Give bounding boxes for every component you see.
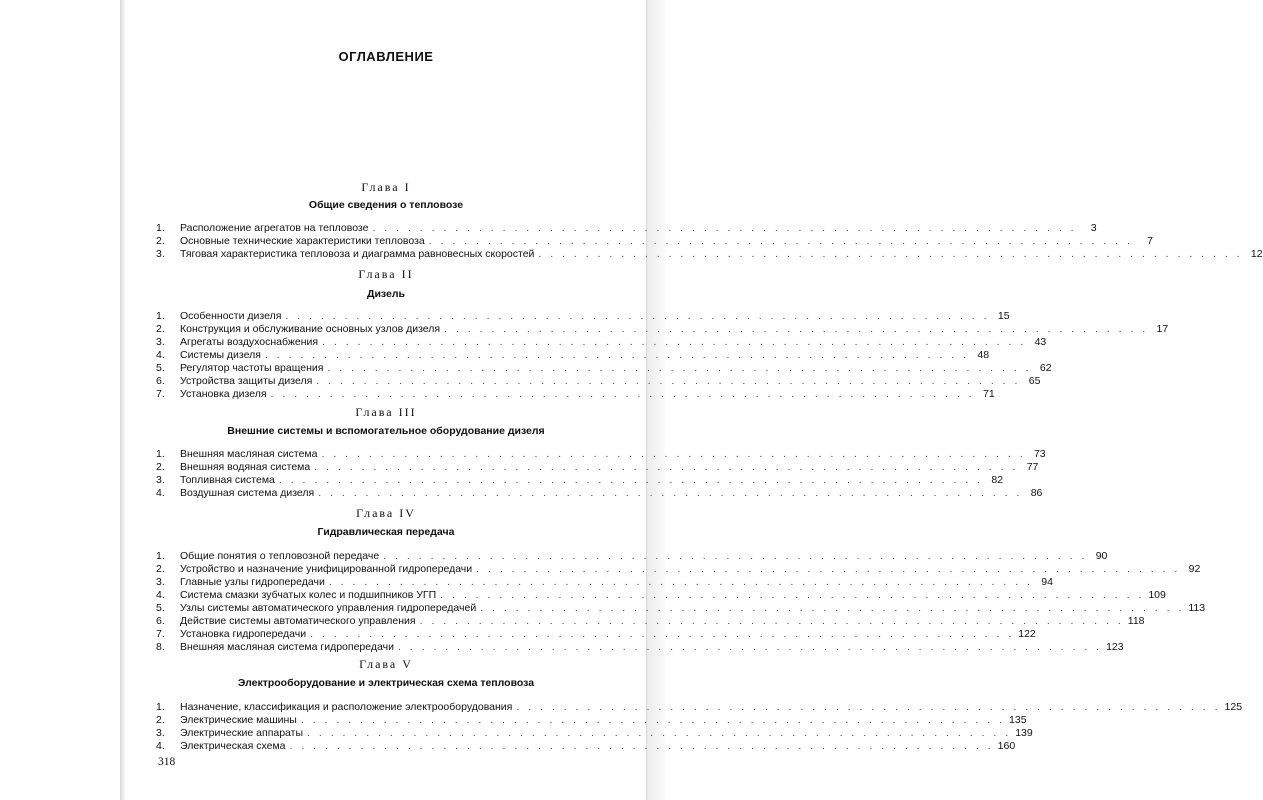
- entry-number: 1.: [156, 550, 165, 562]
- entry-page: 3: [1090, 222, 1097, 234]
- chapter-title: Внешние системы и вспомогательное оборудование дизеля: [227, 425, 545, 437]
- dot-leader: . . . . . . . . . . . . . . . . . . . . . . . . . . . . . . . . . . . . . . . . . . . . . . . . . . . . . . . . . . . .: [310, 628, 1015, 640]
- chapter-label: Глава III: [355, 405, 417, 419]
- entry-number: 3.: [156, 248, 165, 260]
- toc-entry[interactable]: [156, 563, 1201, 576]
- entry-number: 6.: [156, 375, 165, 387]
- entry-number: 4.: [156, 487, 165, 499]
- entry-title: Устройства защиты дизеля: [180, 375, 313, 387]
- dot-leader: . . . . . . . . . . . . . . . . . . . . . . . . . . . . . . . . . . . . . . . . . . . . . . . . . . . . . . . . . . . .: [480, 602, 1185, 614]
- toc-entry[interactable]: [156, 375, 1041, 388]
- toc-entry[interactable]: [156, 461, 1039, 474]
- entry-page: 113: [1188, 602, 1206, 614]
- page-title: ОГЛАВЛЕНИЕ: [338, 49, 434, 64]
- toc-entry[interactable]: [156, 323, 1169, 336]
- dot-leader: . . . . . . . . . . . . . . . . . . . . . . . . . . . . . . . . . . . . . . . . . . . . . . . . . . . . . . . . . . . .: [316, 375, 1021, 387]
- dot-leader: . . . . . . . . . . . . . . . . . . . . . . . . . . . . . . . . . . . . . . . . . . . . . . . . . . . . . . . . . . . .: [314, 461, 1019, 473]
- entry-title: Установка дизеля: [180, 388, 267, 400]
- toc-entry[interactable]: [156, 576, 1053, 589]
- chapter-title: Общие сведения о тепловозе: [308, 199, 464, 211]
- dot-leader: . . . . . . . . . . . . . . . . . . . . . . . . . . . . . . . . . . . . . . . . . . . . . . . . . . . . . . . . . . . .: [270, 388, 975, 400]
- toc-entry[interactable]: [156, 388, 995, 401]
- toc-entry[interactable]: [156, 628, 1036, 641]
- entry-page: 15: [997, 310, 1010, 322]
- entry-title: Система смазки зубчатых колес и подшипников УГП: [180, 589, 437, 601]
- entry-page: 43: [1034, 336, 1047, 348]
- entry-number: 2.: [156, 323, 165, 335]
- entry-title: Главные узлы гидропередачи: [180, 576, 325, 588]
- entry-page: 135: [1009, 714, 1027, 726]
- entry-title: Расположение агрегатов на тепловозе: [180, 222, 369, 234]
- entry-title: Электрические машины: [180, 714, 297, 726]
- dot-leader: . . . . . . . . . . . . . . . . . . . . . . . . . . . . . . . . . . . . . . . . . . . . . . . . . . . . . . . . . . . .: [516, 701, 1221, 713]
- entry-title: Регулятор частоты вращения: [180, 362, 324, 374]
- entry-title: Тяговая характеристика тепловоза и диаграмма равновесных скоростей: [180, 248, 535, 260]
- chapter-label: Глава V: [359, 657, 413, 671]
- entry-number: 4.: [156, 589, 165, 601]
- entry-number: 5.: [156, 602, 165, 614]
- entry-title: Действие системы автоматического управления: [180, 615, 416, 627]
- entry-page: 90: [1095, 550, 1108, 562]
- entry-page: 7: [1147, 235, 1153, 247]
- toc-entry[interactable]: [156, 602, 1206, 615]
- dot-leader: . . . . . . . . . . . . . . . . . . . . . . . . . . . . . . . . . . . . . . . . . . . . . . . . . . . . . . . . . . . .: [318, 487, 1023, 499]
- toc-entry[interactable]: [156, 235, 1153, 248]
- toc-entry[interactable]: [156, 487, 1043, 500]
- entry-number: 3.: [156, 336, 165, 348]
- chapter-label: Глава IV: [356, 506, 416, 520]
- entry-title: Особенности дизеля: [180, 310, 282, 322]
- entry-number: 1.: [156, 448, 165, 460]
- toc-entry[interactable]: [156, 589, 1166, 602]
- entry-title: Основные технические характеристики тепловоза: [180, 235, 425, 247]
- entry-page: 77: [1026, 461, 1039, 473]
- dot-leader: . . . . . . . . . . . . . . . . . . . . . . . . . . . . . . . . . . . . . . . . . . . . . . . . . . . . . . . . . . . .: [289, 740, 994, 752]
- entry-page: 160: [997, 740, 1016, 752]
- entry-page: 17: [1156, 323, 1169, 335]
- entry-number: 4.: [156, 349, 165, 361]
- dot-leader: . . . . . . . . . . . . . . . . . . . . . . . . . . . . . . . . . . . . . . . . . . . . . . . . . . . . . . . . . . . .: [321, 448, 1026, 460]
- entry-title: Электрические аппараты: [180, 727, 304, 739]
- entry-number: 8.: [156, 641, 165, 653]
- entry-number: 6.: [156, 615, 165, 627]
- dot-leader: . . . . . . . . . . . . . . . . . . . . . . . . . . . . . . . . . . . . . . . . . . . . . . . . . . . . . . . . . . . .: [278, 474, 984, 486]
- dot-leader: . . . . . . . . . . . . . . . . . . . . . . . . . . . . . . . . . . . . . . . . . . . . . . . . . . . . . . . . . . . .: [307, 727, 1012, 739]
- entry-title: Конструкция и обслуживание основных узлов дизеля: [180, 323, 441, 335]
- toc-entry[interactable]: [156, 222, 1097, 235]
- entry-number: 3.: [156, 576, 165, 588]
- dot-leader: . . . . . . . . . . . . . . . . . . . . . . . . . . . . . . . . . . . . . . . . . . . . . . . . . . . . . . . . . . . .: [397, 641, 1103, 653]
- toc-entry[interactable]: [156, 310, 1010, 323]
- entry-page: 48: [977, 349, 990, 361]
- dot-leader: . . . . . . . . . . . . . . . . . . . . . . . . . . . . . . . . . . . . . . . . . . . . . . . . . . . . . . . . . . . .: [538, 248, 1243, 260]
- entry-page: 125: [1224, 701, 1243, 713]
- entry-page: 94: [1041, 576, 1053, 588]
- entry-title: Топливная система: [180, 474, 275, 486]
- entry-title: Внешняя масляная система гидропередачи: [180, 641, 394, 653]
- entry-number: 3.: [156, 474, 165, 486]
- toc-entry[interactable]: [156, 349, 990, 362]
- entry-page: 62: [1039, 362, 1052, 374]
- entry-number: 2.: [156, 714, 165, 726]
- chapter-label: Глава I: [361, 180, 411, 194]
- entry-title: Внешняя водяная система: [180, 461, 311, 473]
- toc-entry[interactable]: [156, 641, 1124, 654]
- entry-title: Устройство и назначение унифицированной гидропередачи: [180, 563, 473, 575]
- dot-leader: . . . . . . . . . . . . . . . . . . . . . . . . . . . . . . . . . . . . . . . . . . . . . . . . . . . . . . . . . . . .: [440, 589, 1145, 601]
- entry-number: 5.: [156, 362, 165, 374]
- entry-page: 122: [1018, 628, 1036, 640]
- dot-leader: . . . . . . . . . . . . . . . . . . . . . . . . . . . . . . . . . . . . . . . . . . . . . . . . . . . . . . . . . . . .: [372, 222, 1077, 234]
- entry-title: Электрическая схема: [180, 740, 286, 752]
- toc-entry[interactable]: [156, 336, 1047, 349]
- entry-title: Назначение, классификация и расположение электрооборудования: [180, 701, 513, 713]
- entry-number: 1.: [156, 310, 165, 322]
- entry-title: Системы дизеля: [180, 349, 261, 361]
- chapter-title: Дизель: [367, 288, 405, 300]
- entry-title: Агрегаты воздухоснабжения: [180, 336, 319, 348]
- entry-number: 1.: [156, 222, 165, 234]
- dot-leader: . . . . . . . . . . . . . . . . . . . . . . . . . . . . . . . . . . . . . . . . . . . . . . . . . . . . . . . . . . . .: [285, 310, 990, 322]
- toc-entry[interactable]: [156, 701, 1243, 714]
- entry-page: 92: [1188, 563, 1201, 575]
- entry-page: 118: [1127, 615, 1145, 627]
- toc-entry[interactable]: [156, 248, 1263, 261]
- toc-entry[interactable]: [156, 448, 1046, 461]
- dot-leader: . . . . . . . . . . . . . . . . . . . . . . . . . . . . . . . . . . . . . . . . . . . . . . . . . . . . . . . . . . . .: [264, 349, 970, 361]
- entry-number: 2.: [156, 461, 165, 473]
- dot-leader: . . . . . . . . . . . . . . . . . . . . . . . . . . . . . . . . . . . . . . . . . . . . . . . . . . . . . . . . . . . .: [327, 362, 1032, 374]
- dot-leader: . . . . . . . . . . . . . . . . . . . . . . . . . . . . . . . . . . . . . . . . . . . . . . . . . . . . . . . . . . . .: [328, 576, 1033, 588]
- dot-leader: . . . . . . . . . . . . . . . . . . . . . . . . . . . . . . . . . . . . . . . . . . . . . . . . . . . . . . . . . . . .: [476, 563, 1181, 575]
- toc-entry[interactable]: [156, 727, 1033, 740]
- entry-page: 71: [983, 388, 995, 400]
- entry-page: 86: [1030, 487, 1043, 499]
- toc-entry[interactable]: [156, 474, 1004, 487]
- entry-number: 7.: [156, 388, 165, 400]
- toc-entry[interactable]: [156, 740, 1016, 753]
- dot-leader: . . . . . . . . . . . . . . . . . . . . . . . . . . . . . . . . . . . . . . . . . . . . . . . . . . . . . . . . . . . .: [300, 714, 1006, 726]
- entry-number: 2.: [156, 563, 165, 575]
- entry-title: Узлы системы автоматического управления гидропередачей: [180, 602, 477, 614]
- entry-number: 3.: [156, 727, 165, 739]
- toc-entry[interactable]: [156, 550, 1108, 563]
- dot-leader: . . . . . . . . . . . . . . . . . . . . . . . . . . . . . . . . . . . . . . . . . . . . . . . . . . . . . . . . . . . .: [383, 550, 1088, 562]
- entry-page: 123: [1106, 641, 1124, 653]
- entry-page: 109: [1148, 589, 1166, 601]
- entry-title: Общие понятия о тепловозной передаче: [180, 550, 380, 562]
- toc-entry[interactable]: [156, 714, 1027, 727]
- entry-number: 4.: [156, 740, 165, 752]
- entry-title: Внешняя масляная система: [180, 448, 318, 460]
- entry-title: Установка гидропередачи: [180, 628, 307, 640]
- entry-page: 73: [1033, 448, 1046, 460]
- chapter-title: Электрооборудование и электрическая схема тепловоза: [237, 677, 535, 689]
- book-page: [126, 0, 1263, 800]
- dot-leader: . . . . . . . . . . . . . . . . . . . . . . . . . . . . . . . . . . . . . . . . . . . . . . . . . . . . . . . . . . . .: [419, 615, 1124, 627]
- dot-leader: . . . . . . . . . . . . . . . . . . . . . . . . . . . . . . . . . . . . . . . . . . . . . . . . . . . . . . . . . . . .: [322, 336, 1027, 348]
- entry-title: Воздушная система дизеля: [180, 487, 315, 499]
- dot-leader: . . . . . . . . . . . . . . . . . . . . . . . . . . . . . . . . . . . . . . . . . . . . . . . . . . . . . . . . . . . .: [428, 235, 1133, 247]
- toc-entry[interactable]: [156, 362, 1052, 375]
- toc-entry[interactable]: [156, 615, 1145, 628]
- entry-page: 139: [1015, 727, 1033, 739]
- entry-page: 82: [991, 474, 1004, 486]
- dot-leader: . . . . . . . . . . . . . . . . . . . . . . . . . . . . . . . . . . . . . . . . . . . . . . . . . . . . . . . . . . . .: [444, 323, 1149, 335]
- entry-number: 2.: [156, 235, 165, 247]
- chapter-title: Гидравлическая передача: [317, 526, 455, 538]
- entry-page: 12: [1250, 248, 1263, 260]
- entry-page: 65: [1028, 375, 1041, 387]
- entry-number: 7.: [156, 628, 165, 640]
- chapter-label: Глава II: [358, 267, 414, 281]
- page-number: 318: [158, 756, 176, 768]
- entry-number: 1.: [156, 701, 165, 713]
